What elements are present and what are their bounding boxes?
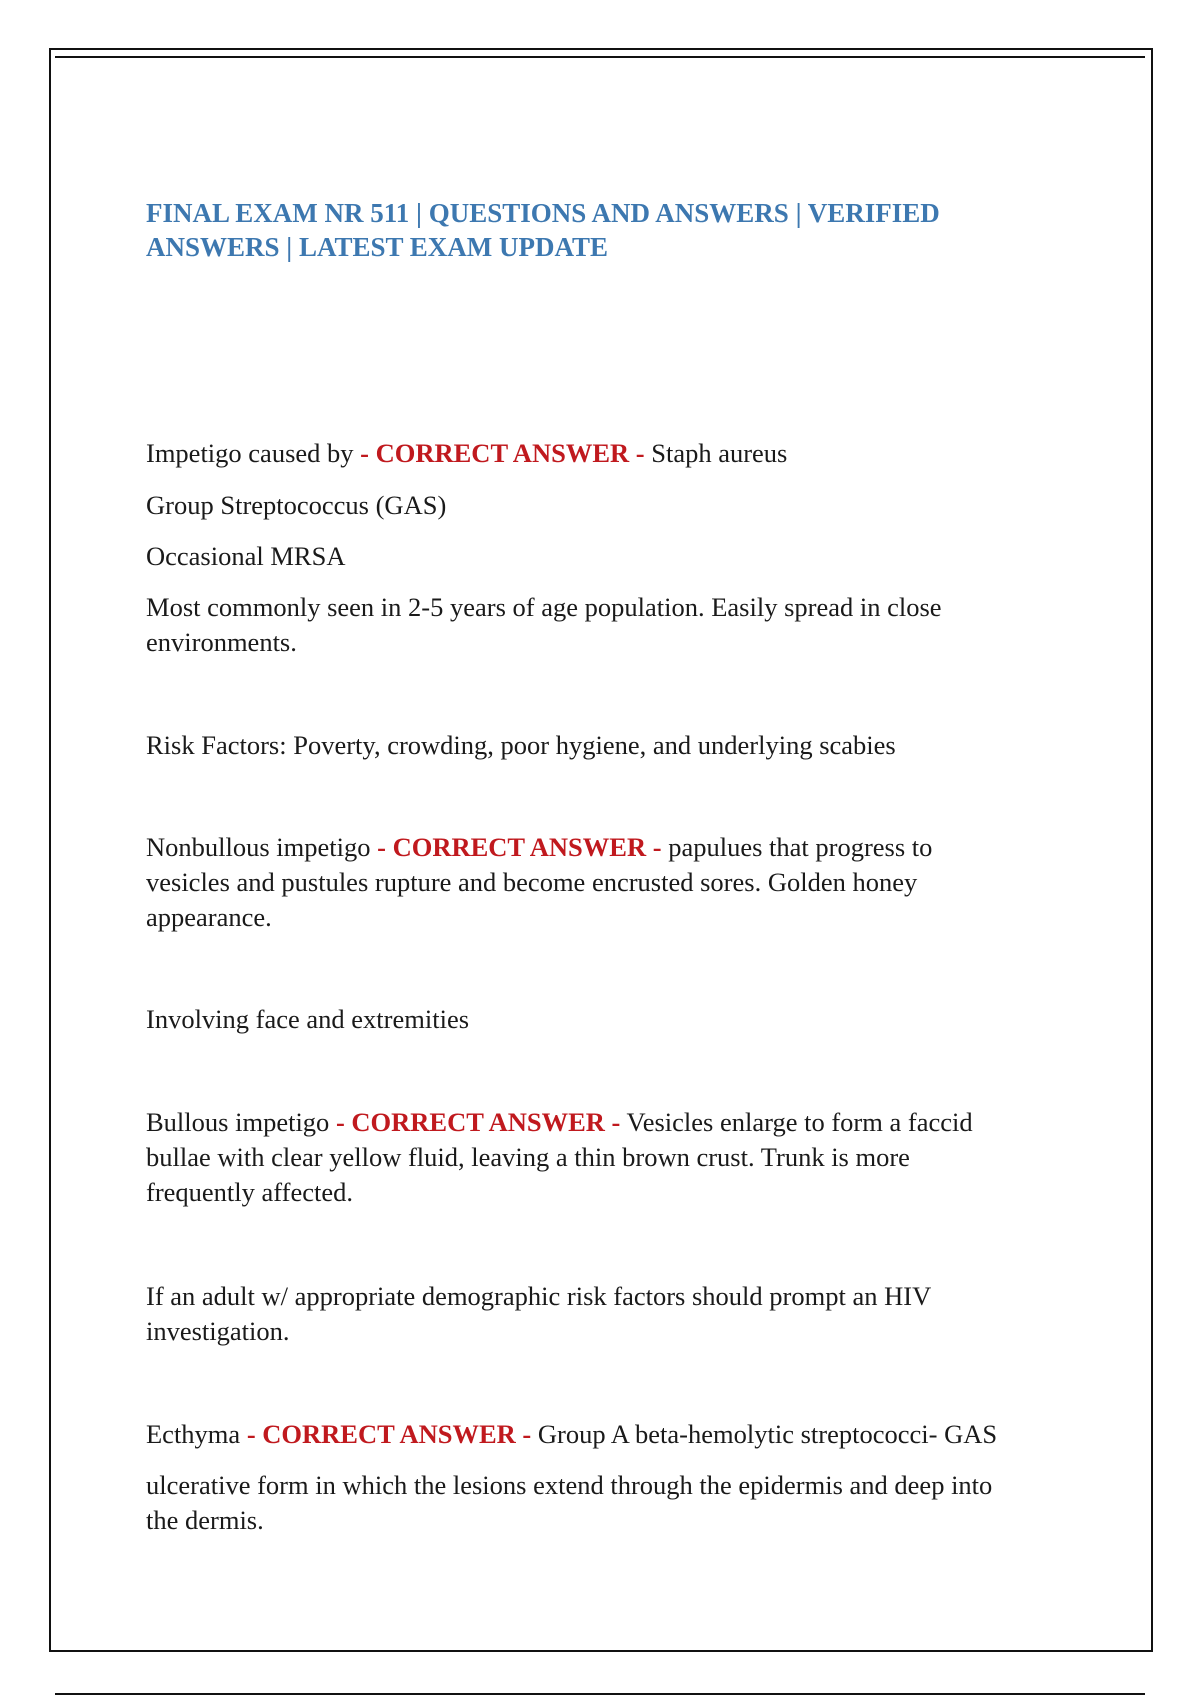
question-term: Ecthyma: [146, 1419, 241, 1449]
paragraph-line: frequently affected.: [146, 1177, 353, 1207]
question-term: Nonbullous impetigo: [146, 832, 371, 862]
paragraph-line: Most commonly seen in 2-5 years of age population. Easily spread in close: [146, 592, 942, 622]
paragraph-line: environments.: [146, 627, 297, 657]
question-term: Bullous impetigo: [146, 1107, 330, 1137]
paragraph: Group Streptococcus (GAS): [146, 490, 447, 520]
document-title: [146, 196, 1046, 264]
title-line-2: ANSWERS | LATEST EXAM UPDATE: [146, 232, 609, 262]
paragraph: Risk Factors: Poverty, crowding, poor hygiene, and underlying scabies: [146, 730, 896, 760]
paragraph: [146, 1468, 1076, 1538]
qa-nonbullous-impetigo: [146, 830, 1076, 935]
qa-ecthyma: [146, 1417, 1076, 1452]
paragraph-line: investigation.: [146, 1316, 290, 1346]
paragraph: [146, 590, 1076, 660]
paragraph-line: If an adult w/ appropriate demographic risk factors should prompt an HIV: [146, 1281, 932, 1311]
answer-text: papulues that progress to: [668, 832, 933, 862]
qa-bullous-impetigo: [146, 1105, 1076, 1210]
answer-text: Staph aureus: [651, 438, 788, 468]
paragraph-line: appearance.: [146, 902, 272, 932]
paragraph-line: ulcerative form in which the lesions extend through the epidermis and deep into: [146, 1470, 993, 1500]
correct-answer-marker: - CORRECT ANSWER -: [377, 832, 662, 862]
question-term: Impetigo caused by: [146, 438, 354, 468]
paragraph-line: [146, 1105, 1076, 1140]
answer-text: Group A beta-hemolytic streptococci- GAS: [537, 1419, 998, 1449]
title-line-1: FINAL EXAM NR 511 | QUESTIONS AND ANSWERS | VERIFIED: [146, 198, 940, 228]
top-rule: [55, 56, 1145, 58]
qa-impetigo-cause: [146, 436, 1076, 471]
paragraph: [146, 1279, 1076, 1349]
paragraph-line: [146, 830, 1076, 865]
correct-answer-marker: - CORRECT ANSWER -: [335, 1107, 621, 1137]
answer-text: Vesicles enlarge to form a faccid: [626, 1107, 973, 1137]
paragraph: Occasional MRSA: [146, 541, 346, 571]
paragraph: Involving face and extremities: [146, 1004, 470, 1034]
paragraph-line: bullae with clear yellow fluid, leaving a thin brown crust. Trunk is more: [146, 1142, 910, 1172]
paragraph-line: vesicles and pustules rupture and become encrusted sores. Golden honey: [146, 867, 918, 897]
paragraph-line: the dermis.: [146, 1505, 264, 1535]
correct-answer-marker: - CORRECT ANSWER -: [246, 1419, 532, 1449]
correct-answer-marker: - CORRECT ANSWER -: [360, 438, 645, 468]
bottom-rule: [55, 1693, 1145, 1695]
